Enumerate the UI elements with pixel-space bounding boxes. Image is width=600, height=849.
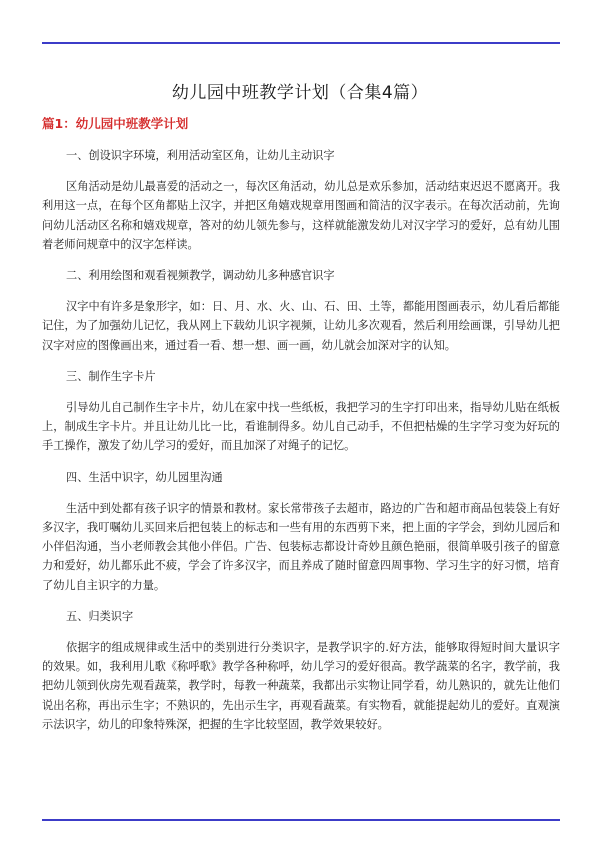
section-1 bbox=[42, 146, 560, 254]
section-paragraph: 引导幼儿自己制作生字卡片，幼儿在家中找一些纸板，我把学习的生字打印出来，指导幼儿贴在纸板上，制成生字卡片。并且让幼儿比一比，看谁制得多。幼儿自己动手，不但把枯燥的生字学习变为好玩的手工操作，激发了幼儿学习的爱好，而且加深了对绳子的记忆。 bbox=[42, 401, 560, 453]
section-2 bbox=[42, 266, 560, 355]
section-heading: 一、创设识字环境，利用活动室区角，让幼儿主动识字 bbox=[66, 149, 335, 162]
document-title: 幼儿园中班教学计划（合集4篇） bbox=[171, 83, 429, 103]
section-paragraph: 汉字中有许多是象形字，如：日、月、水、火、山、石、田、土等，都能用图画表示，幼儿看后都能记住，为了加强幼儿记忆，我从网上下载幼儿识字视频，让幼儿多次观看，然后利用绘画课，引导幼儿把汉字对应的图像画出来，通过看一看、想一想、画一画，幼儿就会加深对字的认知。 bbox=[42, 300, 560, 352]
section-paragraph: 生活中到处都有孩子识字的情景和教材。家长常带孩子去超市，路边的广告和超市商品包装袋上有好多汉字，我叮嘱幼儿买回来后把包装上的标志和一些有用的东西剪下来，把上面的字学会，到幼儿园后和小伴侣沟通，当小老师教会其他小伴侣。广告、包装标志都设计奇妙且颜色艳丽，很简单吸引孩子的留意力和爱好，幼儿都乐此不疲，学会了许多汉字，而且养成了随时留意四周事物、学习生字的好习惯，培育了幼儿自主识字的力量。 bbox=[42, 501, 560, 592]
footer-rule bbox=[42, 819, 560, 821]
section-4 bbox=[42, 468, 560, 595]
section-heading: 五、归类识字 bbox=[66, 609, 134, 623]
section-paragraph: 依据字的组成规律或生活中的类别进行分类识字，是教学识字的.好方法，能够取得短时间大量识字的效果。如，我利用儿歌《称呼歌》教学各种称呼，幼儿学习的爱好很高。教学蔬菜的名字，教学前，我把幼儿领到伙房先观看蔬菜，教学时，每教一种蔬菜，我都出示实物让同学看，幼儿熟识的，就先让他们说出名称，再出示生字；不熟识的，先出示生字，再观看蔬菜。有实物看，就能提起幼儿的爱好。直观演示法识字，幼儿的印象特殊深，把握的生字比较坚固，教学效果较好。 bbox=[42, 641, 560, 731]
document-body bbox=[42, 146, 560, 746]
header-rule bbox=[42, 42, 560, 44]
section-paragraph: 区角活动是幼儿最喜爱的活动之一，每次区角活动，幼儿总是欢乐参加，活动结束迟迟不愿离开。我利用这一点，在每个区角都贴上汉字，并把区角嬉戏规章用图画和简洁的汉字表示。在每次活动前，先询问幼儿活动区名称和嬉戏规章，答对的幼儿领先参与，这样就能激发幼儿对汉字学习的爱好，总有幼儿围着老师问规章中的汉字怎样读。 bbox=[42, 180, 560, 251]
section-heading: 三、制作生字卡片 bbox=[66, 369, 156, 383]
section-3 bbox=[42, 367, 560, 456]
section-5 bbox=[42, 607, 560, 734]
section-heading: 二、利用绘图和观看视频教学，调动幼儿多种感官识字 bbox=[66, 269, 335, 283]
section-heading: 四、生活中识字，幼儿园里沟通 bbox=[66, 470, 223, 484]
part-title: 篇1：幼儿园中班教学计划 bbox=[42, 116, 189, 131]
